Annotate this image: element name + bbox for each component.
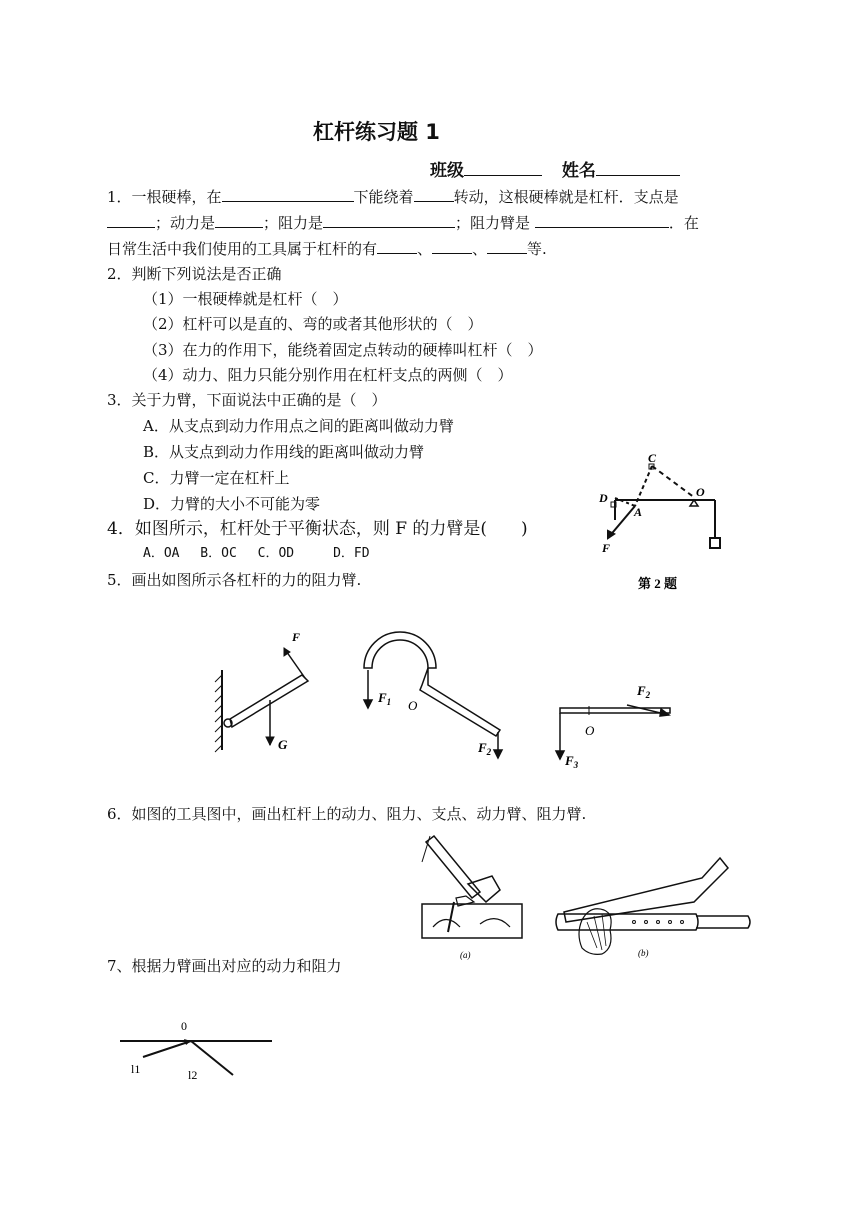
svg-text:(b): (b) bbox=[638, 948, 649, 958]
q7-stem: 7、根据力臂画出对应的动力和阻力 bbox=[107, 957, 342, 975]
q5-figure-wall-lever bbox=[212, 625, 322, 760]
svg-text:(a): (a) bbox=[460, 950, 471, 960]
name-label: 姓名 bbox=[561, 161, 596, 181]
svg-text:G: G bbox=[278, 737, 288, 752]
q2-item-2: （2）杠杆可以是直的、弯的或者其他形状的（ ） bbox=[143, 315, 483, 333]
q6-figure-cutter bbox=[552, 850, 757, 965]
svg-text:O: O bbox=[408, 698, 418, 713]
q1-blank-2[interactable] bbox=[414, 186, 454, 202]
svg-text:F3: $F_3$ bbox=[565, 753, 579, 770]
svg-text:F1: $F_1$ bbox=[378, 690, 392, 707]
q5-figure-curved-lever bbox=[350, 640, 510, 765]
q1-line2: ；动力是 ；阻力是 ；阻力臂是 ．在 bbox=[107, 212, 699, 233]
dashed-co-line bbox=[652, 466, 695, 498]
wood-block bbox=[422, 904, 522, 938]
q3-option-b: B．从支点到动力作用线的距离叫做动力臂 bbox=[143, 443, 425, 461]
curved-lever-bar bbox=[420, 668, 500, 736]
figure-caption: 第 2 题 bbox=[638, 576, 678, 591]
q2-item-4: （4）动力、阻力只能分别作用在杠杆支点的两侧（ ） bbox=[143, 366, 513, 384]
name-blank[interactable] bbox=[596, 160, 680, 176]
hanging-weight bbox=[710, 538, 720, 548]
svg-text:F2: $F_2$ bbox=[637, 683, 651, 700]
q1-blank-1[interactable] bbox=[222, 186, 354, 202]
q2-item-3: （3）在力的作用下，能绕着固定点转动的硬棒叫杠杆（ ） bbox=[143, 341, 543, 359]
svg-text:F2: $F_2$ bbox=[478, 740, 492, 757]
q3-option-c: C．力臂一定在杠杆上 bbox=[143, 469, 290, 487]
q1-blank-6[interactable] bbox=[535, 212, 669, 228]
q3-option-a: A．从支点到动力作用点之间的距离叫做动力臂 bbox=[143, 417, 454, 435]
cutter-base bbox=[556, 914, 698, 930]
q6-figure-hammer bbox=[418, 832, 528, 962]
q1-blank-9[interactable] bbox=[487, 238, 527, 254]
cutter-handle bbox=[696, 916, 750, 928]
q1-blank-4[interactable] bbox=[215, 212, 263, 228]
label-l2: l2 bbox=[188, 1068, 198, 1082]
q5-stem: 5．画出如图所示各杠杆的力的阻力臂. bbox=[107, 571, 362, 589]
hook-curve bbox=[364, 632, 436, 668]
nail bbox=[448, 902, 454, 932]
q4-stem: 4．如图所示，杠杆处于平衡状态，则 F 的力臂是( ) bbox=[107, 519, 528, 539]
label-o: O bbox=[696, 485, 705, 499]
label-d: D bbox=[599, 491, 608, 505]
page-title: 杠杆练习题 1 bbox=[313, 120, 440, 144]
q1-blank-5[interactable] bbox=[323, 212, 455, 228]
label-l1: l1 bbox=[131, 1062, 141, 1076]
arm-l1 bbox=[143, 1041, 191, 1057]
q3-stem: 3．关于力臂，下面说法中正确的是（ ） bbox=[107, 391, 387, 409]
svg-text:F: F bbox=[292, 630, 301, 644]
label-o: 0 bbox=[181, 1019, 187, 1033]
q5-figure-straight-lever bbox=[545, 675, 685, 770]
svg-text:O: O bbox=[585, 723, 595, 738]
q4-lever-figure bbox=[590, 450, 740, 600]
straight-lever-bar bbox=[560, 708, 670, 713]
label-f: F bbox=[602, 541, 611, 555]
q3-option-d: D．力臂的大小不可能为零 bbox=[143, 495, 321, 513]
q1-blank-8[interactable] bbox=[432, 238, 472, 254]
q1-blank-7[interactable] bbox=[377, 238, 417, 254]
class-blank[interactable] bbox=[464, 160, 542, 176]
class-label: 班级 bbox=[430, 161, 464, 181]
q1-line1: 1．一根硬棒，在 下能绕着 转动，这根硬棒就是杠杆．支点是 bbox=[107, 188, 679, 206]
label-c: C bbox=[648, 451, 657, 465]
q1-line3: 日常生活中我们使用的工具属于杠杆的有 、 、 等. bbox=[107, 240, 547, 258]
wall-lever-bar bbox=[230, 675, 308, 727]
q6-stem: 6．如图的工具图中，画出杠杆上的动力、阻力、支点、动力臂、阻力臂. bbox=[107, 805, 587, 823]
q7-figure-lever-arms bbox=[115, 1015, 280, 1085]
class-name-line bbox=[430, 156, 680, 181]
q1-blank-3[interactable] bbox=[107, 212, 155, 228]
label-a: A bbox=[634, 505, 643, 519]
q4-options: A．OA B．OC C．OD D．FD bbox=[143, 546, 370, 561]
q2-stem: 2．判断下列说法是否正确 bbox=[107, 265, 282, 283]
q2-item-1: （1）一根硬棒就是杠杆（ ） bbox=[143, 290, 348, 308]
